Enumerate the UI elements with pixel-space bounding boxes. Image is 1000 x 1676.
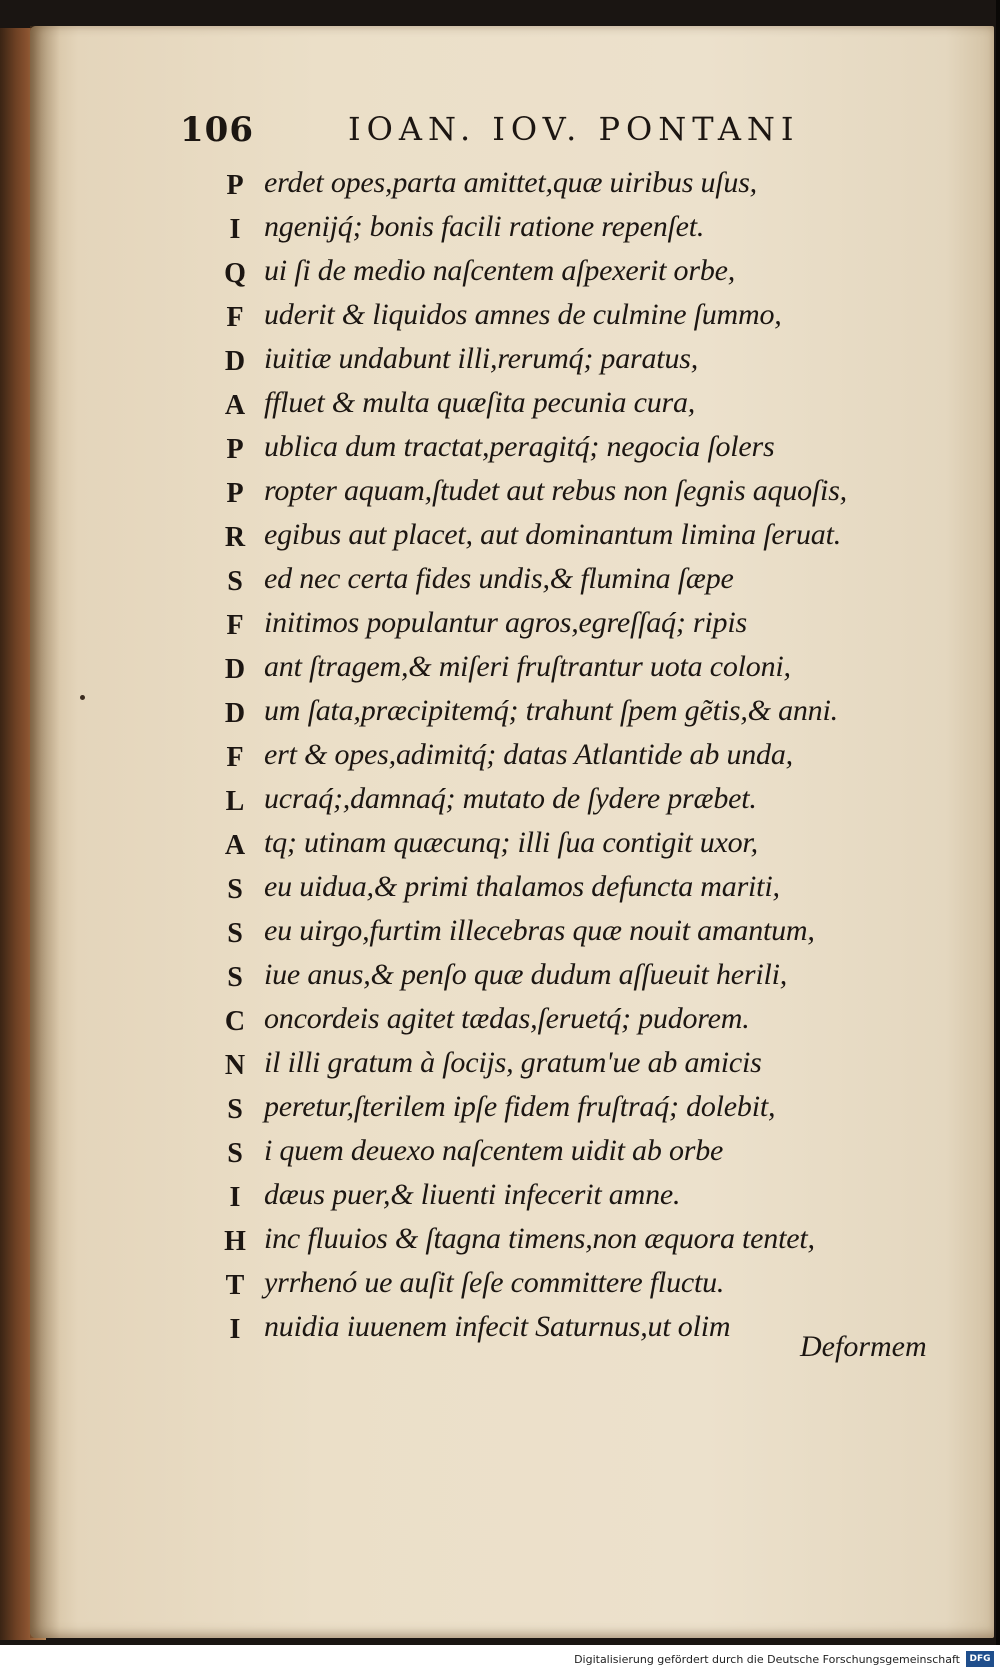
verse-line [220,1262,960,1306]
ink-speck [80,695,85,700]
verse-text: erdet opes,parta amittet,quæ uiribus uſus, [264,166,757,199]
catchword: Deformem [800,1330,927,1363]
verse-initial: A [224,390,246,421]
verse-initial: P [226,170,244,201]
page-number: 106 [180,110,254,150]
verse-initial: S [227,962,243,993]
verse-line [220,294,960,338]
verse-initial: S [227,918,243,949]
verse-line [220,1130,960,1174]
poem-verses [220,162,960,1350]
verse-initial: F [226,302,244,333]
verse-initial: D [224,346,246,377]
verse-text: dæus puer,& liuenti infecerit amne. [264,1178,681,1211]
verse-line [220,250,960,294]
verse-initial: N [224,1050,246,1081]
verse-text: ui ſi de medio naſcentem aſpexerit orbe, [264,254,736,287]
verse-initial: F [226,610,244,641]
verse-text: iue anus,& penſo quæ dudum aſſueuit herili, [264,958,788,991]
verse-text: il illi gratum à ſocijs, gratum'ue ab amicis [264,1046,762,1079]
verse-line [220,1042,960,1086]
verse-line [220,954,960,998]
verse-text: ert & opes,adimitq́; datas Atlantide ab unda, [264,738,793,771]
verse-text: ed nec certa fides undis,& flumina ſæpe [264,562,734,595]
verse-initial: S [227,1094,243,1125]
scan-edge [996,0,1000,1645]
gutter-shadow [30,26,60,1638]
verse-line [220,1086,960,1130]
verse-initial: R [224,522,246,553]
verse-line [220,734,960,778]
verse-text: ant ſtragem,& miſeri fruſtrantur uota coloni, [264,650,791,683]
verse-line [220,558,960,602]
verse-line [220,338,960,382]
verse-text: iuitiæ undabunt illi,rerumq́; paratus, [264,342,699,375]
verse-line [220,690,960,734]
verse-text: eu uirgo,furtim illecebras quæ nouit amantum, [264,914,815,947]
verse-text: um ſata,præcipitemq́; trahunt ſpem gẽtis,& anni. [264,694,838,727]
verse-text: peretur,ſterilem ipſe fidem fruſtraq́; dolebit, [264,1090,776,1123]
verse-text: nuidia iuuenem infecit Saturnus,ut olim [264,1310,731,1343]
running-head: IOAN. IOV. PONTANI [348,110,800,148]
verse-initial: S [227,566,243,597]
verse-initial: T [225,1270,245,1301]
footer-bar [0,1645,1000,1676]
verse-text: oncordeis agitet tædas,ſeruetq́; pudorem. [264,1002,750,1035]
verse-line [220,470,960,514]
verse-initial: A [224,830,246,861]
funding-credit: Digitalisierung gefördert durch die Deutsche Forschungsgemeinschaft [574,1653,960,1666]
verse-text: inc fluuios & ſtagna timens,non æquora tentet, [264,1222,815,1255]
verse-text: ropter aquam,ſtudet aut rebus non ſegnis aquoſis, [264,474,847,507]
verse-text: i quem deuexo naſcentem uidit ab orbe [264,1134,724,1167]
verse-initial: S [227,874,243,905]
verse-line [220,778,960,822]
verse-initial: C [224,1006,246,1037]
verse-line [220,822,960,866]
verse-text: ngenijq́; bonis facili ratione repenſet. [264,210,705,243]
verse-text: tq; utinam quæcunq; illi ſua contigit uxor, [264,826,758,859]
verse-initial: H [224,1226,246,1257]
verse-line [220,602,960,646]
verse-line [220,866,960,910]
verse-line [220,910,960,954]
verse-initial: S [227,1138,243,1169]
verse-text: ucraq́;,damnaq́; mutato de ſydere præbet. [264,782,757,815]
verse-line [220,514,960,558]
verse-initial: I [229,1314,241,1345]
verse-text: egibus aut placet, aut dominantum limina ſeruat. [264,518,842,551]
verse-text: ublica dum tractat,peragitq́; negocia ſolers [264,430,775,463]
verse-initial: I [229,214,241,245]
verse-line [220,162,960,206]
verse-line [220,206,960,250]
verse-line [220,382,960,426]
verse-line [220,1218,960,1262]
verse-initial: Q [224,258,246,289]
verse-initial: D [224,698,246,729]
verse-initial: D [224,654,246,685]
dfg-logo: DFG [966,1651,994,1667]
page-header [180,110,820,160]
verse-line [220,1174,960,1218]
verse-text: eu uidua,& primi thalamos defuncta mariti, [264,870,780,903]
verse-initial: F [226,742,244,773]
verse-initial: L [225,786,245,817]
verse-line [220,426,960,470]
verse-text: uderit & liquidos amnes de culmine ſummo, [264,298,782,331]
verse-line [220,646,960,690]
verse-text: initimos populantur agros,egreſſaq́; ripis [264,606,747,639]
verse-initial: P [226,478,244,509]
verse-line [220,998,960,1042]
verse-text: ffluet & multa quæſita pecunia cura, [264,386,696,419]
verse-initial: P [226,434,244,465]
verse-text: yrrhenó ue auſit ſeſe committere fluctu. [264,1266,725,1299]
verse-initial: I [229,1182,241,1213]
